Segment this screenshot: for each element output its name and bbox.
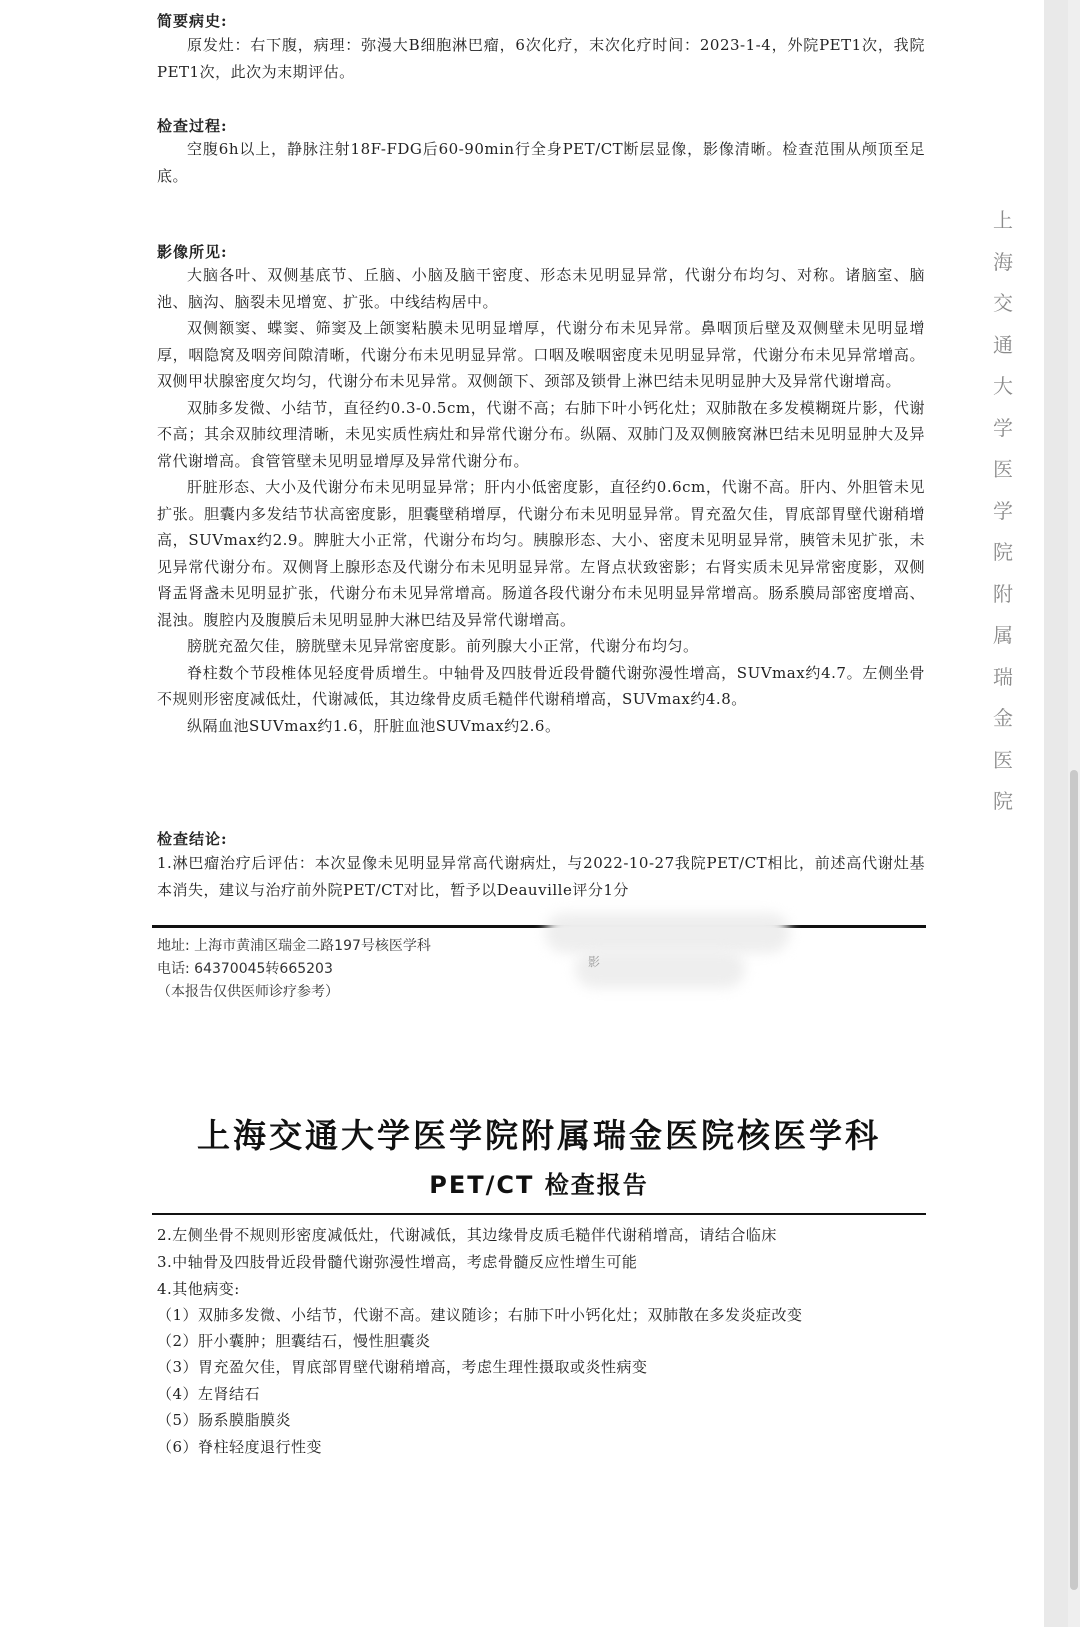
conclusion-line: 4.其他病变: [157,1280,240,1298]
findings-paragraph: 双肺多发微、小结节，直径约0.3-0.5cm，代谢不高；右肺下叶小钙化灶；双肺散在多发模糊斑片影，代谢不高；其余双肺纹理清晰，未见实质性病灶和异常代谢分布。纵隔、双肺门及双侧腋窝淋巴结未见明显肿大及异常代谢增高。食管管壁未见明显增厚及异常代谢分布。 [157,398,925,470]
findings-paragraph: 大脑各叶、双侧基底节、丘脑、小脑及脑干密度、形态未见明显异常，代谢分布均匀、对称。诸脑室、脑池、脑沟、脑裂未见增宽、扩张。中线结构居中。 [157,266,925,311]
procedure-heading: 检查过程: [157,117,228,135]
conclusion-line: （4）左肾结石 [157,1385,261,1403]
history-heading: 简要病史: [157,12,228,30]
findings-paragraph: 脊柱数个节段椎体见轻度骨质增生。中轴骨及四肢骨近段骨髓代谢弥漫性增高，SUVmax约4.7。左侧坐骨不规则形密度减低灶，代谢减低，其边缘骨皮质毛糙伴代谢稍增高，SUVmax约4.8。 [157,663,925,708]
findings-paragraph: 膀胱充盈欠佳，膀胱壁未见异常密度影。前列腺大小正常，代谢分布均匀。 [187,637,699,655]
conclusion-line: （6）脊柱轻度退行性变 [157,1438,323,1456]
conclusion-line: （5）肠系膜脂膜炎 [157,1411,292,1429]
redacted-fragment: 影 [588,955,601,969]
conclusion-item-1: 1.淋巴瘤治疗后评估：本次显像未见明显异常高代谢病灶，与2022-10-27我院PET/CT相比，前述高代谢灶基本消失，建议与治疗前外院PET/CT对比，暂予以Deauville评分1分 [157,854,925,899]
footer-divider [152,925,926,928]
redacted-area [575,950,745,988]
conclusion-line: （1）双肺多发微、小结节，代谢不高。建议随诊；右肺下叶小钙化灶；双肺散在多发炎症改变 [157,1306,803,1324]
report-subtitle: PET/CT 检查报告 [429,1171,649,1199]
history-text: 原发灶：右下腹，病理：弥漫大B细胞淋巴瘤，6次化疗，末次化疗时间：2023-1-4，外院PET1次，我院PET1次，此次为末期评估。 [157,36,925,81]
procedure-text: 空腹6h以上，静脉注射18F-FDG后60-90min行全身PET/CT断层显像，影像清晰。检查范围从颅顶至足底。 [157,140,925,185]
conclusion-line: 2.左侧坐骨不规则形密度减低灶，代谢减低，其边缘骨皮质毛糙伴代谢稍增高，请结合临床 [157,1226,777,1244]
conclusion-line: 3.中轴骨及四肢骨近段骨髓代谢弥漫性增高，考虑骨髓反应性增生可能 [157,1253,638,1271]
hospital-title: 上海交通大学医学院附属瑞金医院核医学科 [197,1116,881,1155]
header-divider [152,1213,926,1215]
redacted-area [545,913,790,953]
conclusion-heading: 检查结论: [157,830,228,848]
findings-heading: 影像所见: [157,243,228,261]
conclusion-line: （3）胃充盈欠佳，胃底部胃壁代谢稍增高，考虑生理性摄取或炎性病变 [157,1358,648,1376]
footer-note: （本报告仅供医师诊疗参考） [157,984,339,1000]
conclusion-line: （2）肝小囊肿；胆囊结石，慢性胆囊炎 [157,1332,431,1350]
findings-paragraph: 纵隔血池SUVmax约1.6，肝脏血池SUVmax约2.6。 [187,716,561,735]
hospital-side-stamp: 上 海 交 通 大 学 医 学 院 附 属 瑞 金 医 院 [993,208,1013,813]
footer-address: 地址: 上海市黄浦区瑞金二路197号核医学科 [157,938,431,954]
findings-body [157,262,925,739]
findings-paragraph: 肝脏形态、大小及代谢分布未见明显异常；肝内小低密度影，直径约0.6cm，代谢不高。肝内、外胆管未见扩张。胆囊内多发结节状高密度影，胆囊壁稍增厚，代谢分布未见明显异常。胃充盈欠佳，胃底部胃壁代谢稍增高，SUVmax约2.9。脾脏大小正常，代谢分布均匀。胰腺形态、大小、密度未见明显异常，胰管未见扩张，未见异常代谢分布。双侧肾上腺形态及代谢分布未见明显异常。左肾点状致密影；右肾实质未见异常密度影，双侧肾盂肾盏未见明显扩张，代谢分布未见异常增高。肠道各段代谢分布未见明显异常增高。肠系膜局部密度增高、混浊。腹腔内及腹膜后未见明显肿大淋巴结及异常代谢增高。 [157,478,925,629]
footer-phone: 电话: 64370045转665203 [157,961,333,977]
findings-paragraph: 双侧额窦、蝶窦、筛窦及上颌窦粘膜未见明显增厚，代谢分布未见异常。鼻咽顶后壁及双侧壁未见明显增厚，咽隐窝及咽旁间隙清晰，代谢分布未见明显异常。口咽及喉咽密度未见明显异常，代谢分布未见异常增高。双侧甲状腺密度欠均匀，代谢分布未见异常。双侧颌下、颈部及锁骨上淋巴结未见明显肿大及异常代谢增高。 [157,319,925,390]
scrollbar-thumb[interactable] [1070,770,1078,1590]
